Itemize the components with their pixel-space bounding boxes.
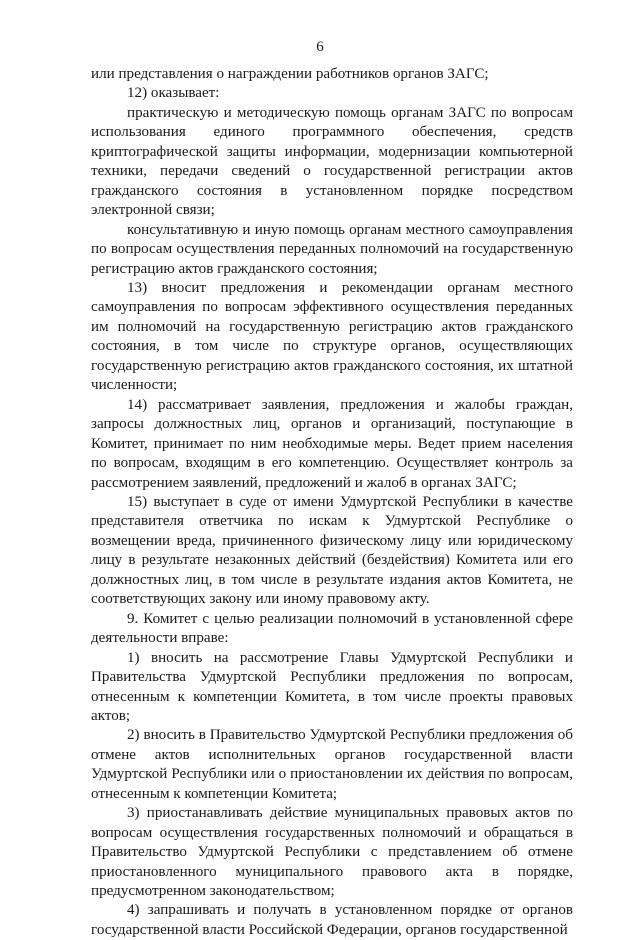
paragraph: 1) вносить на рассмотрение Главы Удмуртской Республики и Правительства Удмуртской Республики предложения по вопросам, отнесенным к компетенции Комитета, в том числе проекты правовых актов;	[91, 649, 573, 724]
paragraph: практическую и методическую помощь органам ЗАГС по вопросам использования единого программного обеспечения, средств криптографической защиты информации, модернизации компьютерной техники, передачи сведений о государственной регистрации актов гражданского состояния в установленном порядке посредством электронной связи;	[91, 104, 573, 219]
paragraph: 4) запрашивать и получать в установленном порядке от органов государственной власти Российской Федерации, органов государственной	[91, 902, 573, 938]
document-body	[91, 65, 573, 940]
paragraph: 3) приостанавливать действие муниципальных правовых актов по вопросам осуществления государственных полномочий и обращаться в Правительство Удмуртской Республики с представлением об отмене приостановленного муниципального правового акта в порядке, предусмотренном законодательством;	[91, 805, 573, 900]
paragraph: 2) вносить в Правительство Удмуртской Республики предложения об отмене актов исполнительных органов государственной власти Удмуртской Республики или о приостановлении их действия по вопросам, отнесенным к компетенции Комитета;	[91, 727, 573, 802]
paragraph: консультативную и иную помощь органам местного самоуправления по вопросам осуществления переданных полномочий на государственную регистрацию актов гражданского состояния;	[91, 221, 573, 277]
paragraph: 14) рассматривает заявления, предложения и жалобы граждан, запросы должностных лиц, органов и организаций, поступающие в Комитет, принимает по ним необходимые меры. Ведет прием населения по вопросам, входящим в его компетенцию. Осуществляет контроль за рассмотрением заявлений, предложений и жалоб в органах ЗАГС;	[91, 396, 573, 491]
paragraph: или представления о награждении работников органов ЗАГС;	[91, 66, 489, 82]
paragraph: 12) оказывает:	[127, 85, 220, 102]
paragraph: 9. Комитет с целью реализации полномочий в установленной сфере деятельности вправе:	[91, 610, 573, 647]
paragraph: 13) вносит предложения и рекомендации органам местного самоуправления по вопросам эффективного осуществления переданных им полномочий на государственную регистрацию актов гражданского состояния, в том числе по структуре органов, осуществляющих государственную регистрацию актов гражданского состояния, их штатной численности;	[91, 279, 573, 394]
paragraph: 15) выступает в суде от имени Удмуртской Республики в качестве представителя ответчика по искам к Удмуртской Республике о возмещении вреда, причиненного физическому лицу или юридическому лицу в результате незаконных действий (бездействия) Комитета или его должностных лиц, в том числе в результате издания актов Комитета, не соответствующих закону или иному правовому акту.	[91, 493, 573, 608]
page-number: 6	[316, 39, 324, 55]
